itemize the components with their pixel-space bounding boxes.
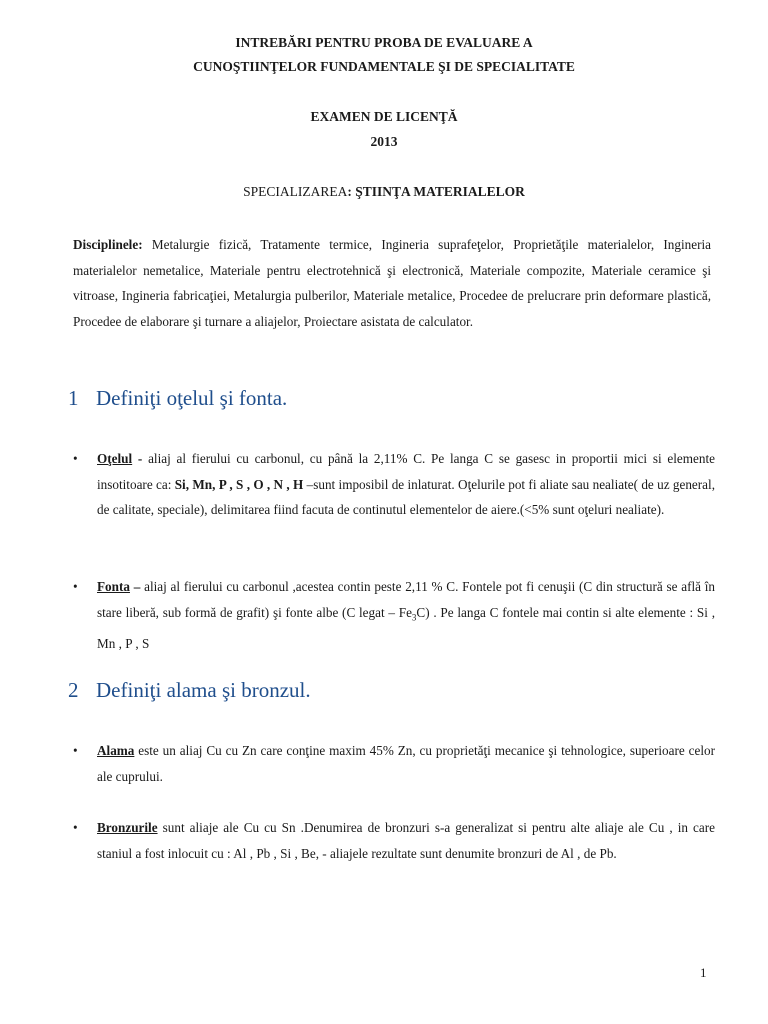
bullet-icon: • (73, 579, 78, 594)
bullet-icon: • (73, 451, 78, 466)
exam-year: 2013 (370, 134, 398, 149)
elements-list: Si, Mn, P , S , O , N , H (174, 476, 304, 492)
disciplines-text: Metalurgie fizică, Tratamente termice, Ingineria suprafeţelor, Proprietăţile materialelor, Ingineria materialelor nemetalice, Materiale pentru electrotehnică şi electronică, Materiale compozite, Materiale ceramice şi vitroase, Ingineria fabricaţiei, Metalurgia pulberilor, Materiale metalice, Procedee de prelucrare prin deformare plastică, Procedee de elaborare şi turnare a aliajelor, Proiectare asistata de calculator. (73, 237, 711, 329)
title-line-2: CUNOŞTIINŢELOR FUNDAMENTALE ŞI DE SPECIALITATE (193, 59, 575, 74)
bullet-icon: • (73, 820, 78, 835)
section-1-heading (68, 386, 287, 411)
disciplines-paragraph (73, 232, 711, 334)
list-item-otelul: • Oţelul - aliaj al fierului cu carbonul, cu până la 2,11% C. Pe langa C se gasesc in proportii mici si elemente insotitoare ca: Si, Mn, P , S , O , N , H –sunt imposibil de inlaturat. Oţelurile pot fi aliate sau nealiate( de uz general, de calitate, speciale), delimitarea fiind facuta de continutul elementelor de aiere.(<5% sunt oţeluri nealiate). (73, 446, 715, 523)
section-number: 1 (68, 386, 79, 410)
list-item-bronzurile: • Bronzurile sunt aliaje ale Cu cu Sn .Denumirea de bronzuri s-a generalizat si pentru alte aliaje ale Cu , in care staniul a fost inlocuit cu : Al , Pb , Si , Be, - aliajele rezultate sunt denumite bronzuri de Al , de Pb. (73, 815, 715, 866)
specialization-label: SPECIALIZAREA (243, 184, 348, 199)
section-title: Definiţi alama şi bronzul. (96, 678, 311, 702)
specialization-value: : ŞTIINŢA MATERIALELOR (347, 184, 525, 199)
section-title: Definiţi oţelul şi fonta. (96, 386, 288, 410)
exam-title: EXAMEN DE LICENŢĂ (310, 109, 458, 124)
disciplines-label: Disciplinele: (73, 237, 143, 252)
term-otelul: Oţelul (97, 451, 133, 466)
bullet-icon: • (73, 743, 78, 758)
title-line-1: INTREBĂRI PENTRU PROBA DE EVALUARE A (235, 35, 533, 50)
list-item-fonta: • Fonta – aliaj al fierului cu carbonul ,acestea contin peste 2,11 % C. Fontele pot fi cenuşii (C din structură se află în stare liberă, sub formă de grafit) şi fonte albe (C legat – $Fe_3C$) . Pe langa C fontele mai contin si alte elemente : Si , Mn , P , S (73, 574, 715, 656)
term-fonta: Fonta (97, 579, 130, 594)
section-number: 2 (68, 678, 79, 702)
section-2-heading (68, 678, 311, 703)
list-item-alama: • Alama este un aliaj Cu cu Zn care conţine maxim 45% Zn, cu proprietăţi mecanice şi tehnologice, superioare celor ale cuprului. (73, 738, 715, 789)
term-bronzurile: Bronzurile (97, 820, 158, 835)
page-number: 1 (700, 965, 707, 980)
term-alama: Alama (97, 743, 135, 758)
specialization-line (0, 184, 768, 200)
